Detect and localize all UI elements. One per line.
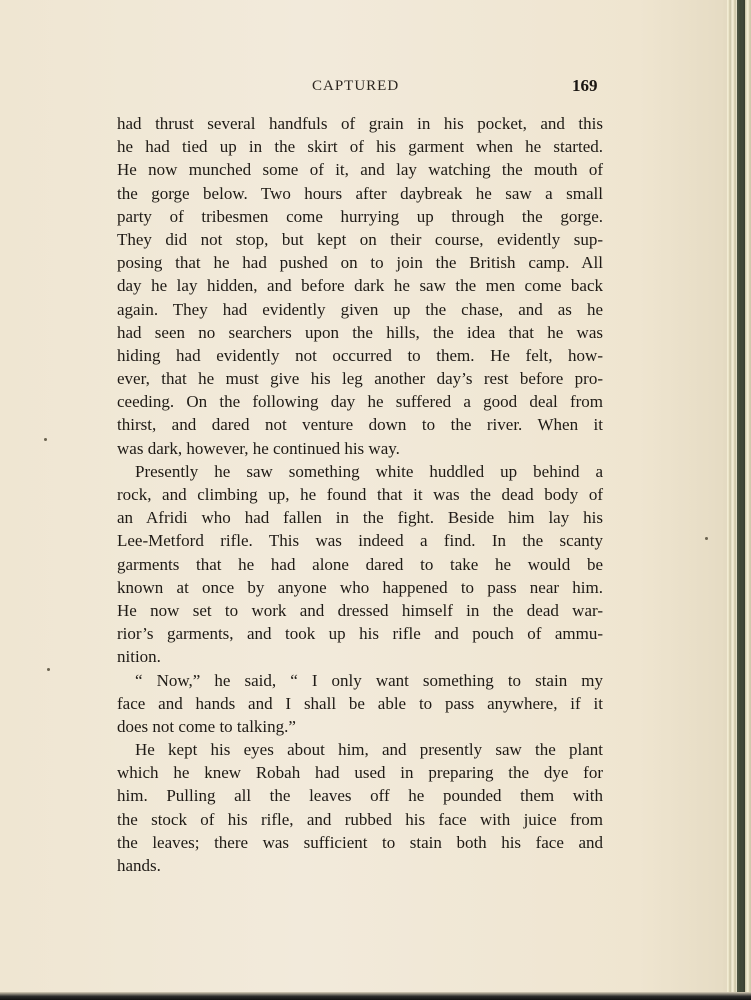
- text-line: him. Pulling all the leaves off he pounded them with: [117, 786, 603, 806]
- text-line: party of tribesmen come hurrying up through the gorge.: [117, 206, 603, 226]
- book-binding: [727, 0, 751, 1000]
- paper-speck: [705, 537, 708, 540]
- text-line: “ Now,” he said, “ I only want something to stain my: [135, 670, 603, 690]
- text-line: thirst, and dared not venture down to the river. When it: [117, 415, 603, 435]
- text-line: He kept his eyes about him, and presently saw the plant: [135, 740, 603, 760]
- page-bottom-edge: [0, 992, 751, 1000]
- text-line: He now set to work and dressed himself in the dead war-: [117, 600, 603, 620]
- text-line: nition.: [117, 647, 161, 667]
- text-line: an Afridi who had fallen in the fight. Beside him lay his: [117, 508, 603, 528]
- text-line: Lee-Metford rifle. This was indeed a find. In the scanty: [117, 531, 603, 551]
- text-line: hiding had evidently not occurred to them. He felt, how-: [117, 345, 603, 365]
- text-line: was dark, however, he continued his way.: [117, 438, 400, 458]
- text-line: which he knew Robah had used in preparing the dye for: [117, 763, 603, 783]
- text-line: He now munched some of it, and lay watching the mouth of: [117, 160, 603, 180]
- text-line: rior’s garments, and took up his rifle and pouch of ammu-: [117, 624, 603, 644]
- text-line: face and hands and I shall be able to pass anywhere, if it: [117, 693, 603, 713]
- text-line: ceeding. On the following day he suffered a good deal from: [117, 392, 603, 412]
- text-line: had thrust several handfuls of grain in his pocket, and this: [117, 114, 603, 133]
- text-line: had seen no searchers upon the hills, the idea that he was: [117, 322, 603, 342]
- body-text: [117, 112, 603, 877]
- text-line: Presently he saw something white huddled up behind a: [135, 461, 603, 481]
- text-line: day he lay hidden, and before dark he saw the men come back: [117, 276, 603, 296]
- text-line: he had tied up in the skirt of his garment when he started.: [117, 137, 603, 157]
- text-line: They did not stop, but kept on their course, evidently sup-: [117, 229, 603, 249]
- text-line: the stock of his rifle, and rubbed his face with juice from: [117, 809, 603, 829]
- running-head: CAPTURED: [312, 78, 400, 94]
- text-line: again. They had evidently given up the chase, and as he: [117, 299, 603, 319]
- text-line: hands.: [117, 856, 161, 875]
- text-line: posing that he had pushed on to join the British camp. All: [117, 253, 603, 273]
- text-line: ever, that he must give his leg another day’s rest before pro-: [117, 369, 603, 389]
- text-line: does not come to talking.”: [117, 716, 296, 736]
- text-line: garments that he had alone dared to take he would be: [117, 554, 603, 574]
- text-line: rock, and climbing up, he found that it was the dead body of: [117, 485, 603, 504]
- page-number: 169: [572, 76, 598, 95]
- text-line: the leaves; there was sufficient to stain both his face and: [117, 832, 603, 852]
- text-line: known at once by anyone who happened to pass near him.: [117, 577, 603, 597]
- paper-speck: [47, 668, 50, 671]
- paper-speck: [44, 438, 47, 441]
- text-line: the gorge below. Two hours after daybreak he saw a small: [117, 183, 603, 203]
